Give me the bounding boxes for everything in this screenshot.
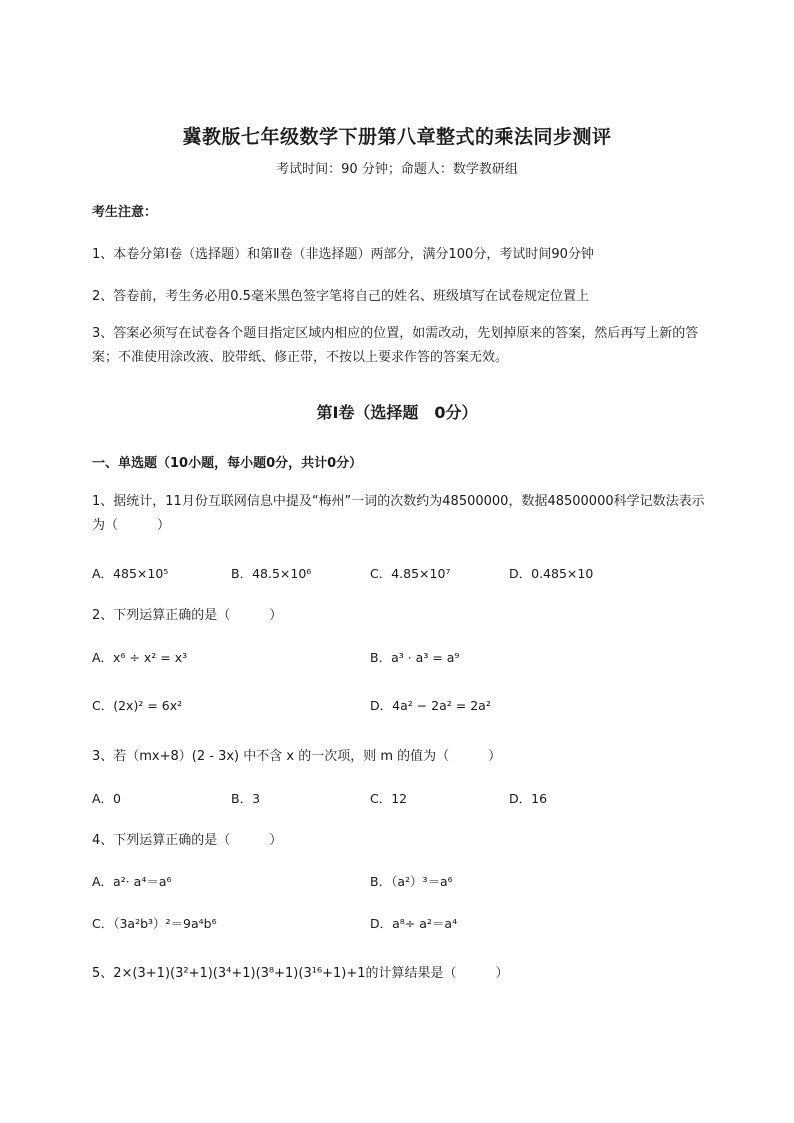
option-d[interactable]: D．0.485×10 <box>509 566 594 581</box>
option-a[interactable]: A．x⁶ ÷ x² = x³ <box>92 650 188 665</box>
notice-item: 1、本卷分第Ⅰ卷（选择题）和第Ⅱ卷（非选择题）两部分，满分100分，考试时间90分钟 <box>92 247 594 262</box>
section-title: 第Ⅰ卷（选择题 0分） <box>316 403 478 422</box>
option-c[interactable]: C．（3a²b³）²＝9a⁴b⁶ <box>92 916 217 931</box>
option-b[interactable]: B．48.5×10⁶ <box>231 566 312 581</box>
option-a[interactable]: A．485×10⁵ <box>92 566 169 581</box>
exam-info: 考试时间：90 分钟；命题人：数学教研组 <box>276 162 518 177</box>
question-stem: 2、下列运算正确的是（ ） <box>92 608 283 623</box>
option-b[interactable]: B．（a²）³＝a⁶ <box>370 874 453 889</box>
question-stem: 5、2×(3+1)(3²+1)(3⁴+1)(3⁸+1)(3¹⁶+1)+1的计算结果是（ ） <box>92 966 509 981</box>
option-d[interactable]: D．a⁸÷ a²＝a⁴ <box>370 916 458 931</box>
option-a[interactable]: A．0 <box>92 791 122 806</box>
page-title: 冀教版七年级数学下册第八章整式的乘法同步测评 <box>182 126 612 148</box>
notice-heading: 考生注意： <box>92 205 158 220</box>
option-c[interactable]: C．(2x)² = 6x² <box>92 698 183 713</box>
option-b[interactable]: B．3 <box>231 791 261 806</box>
question-stem: 4、下列运算正确的是（ ） <box>92 833 283 848</box>
option-d[interactable]: D．16 <box>509 791 548 806</box>
option-b[interactable]: B．a³ · a³ = a⁹ <box>370 650 460 665</box>
question-stem: 1、据统计，11月份互联网信息中提及“梅州”一词的次数约为48500000，数据48500000科学记数法表示为（ ） <box>92 494 705 533</box>
question-stem: 3、若（mx+8）(2 - 3x) 中不含 x 的一次项，则 m 的值为（ ） <box>92 749 502 764</box>
part-heading: 一、单选题（10小题，每小题0分，共计0分） <box>92 456 363 471</box>
notice-item: 3、答案必须写在试卷各个题目指定区域内相应的位置，如需改动，先划掉原来的答案，然后再写上新的答案；不准使用涂改液、胶带纸、修正带，不按以上要求作答的答案无效。 <box>92 326 699 365</box>
option-c[interactable]: C．12 <box>370 791 408 806</box>
option-c[interactable]: C．4.85×10⁷ <box>370 566 451 581</box>
option-d[interactable]: D．4a² − 2a² = 2a² <box>370 698 491 713</box>
option-a[interactable]: A．a²· a⁴＝a⁶ <box>92 874 172 889</box>
notice-item: 2、答卷前，考生务必用0.5毫米黑色签字笔将自己的姓名、班级填写在试卷规定位置上 <box>92 289 589 304</box>
